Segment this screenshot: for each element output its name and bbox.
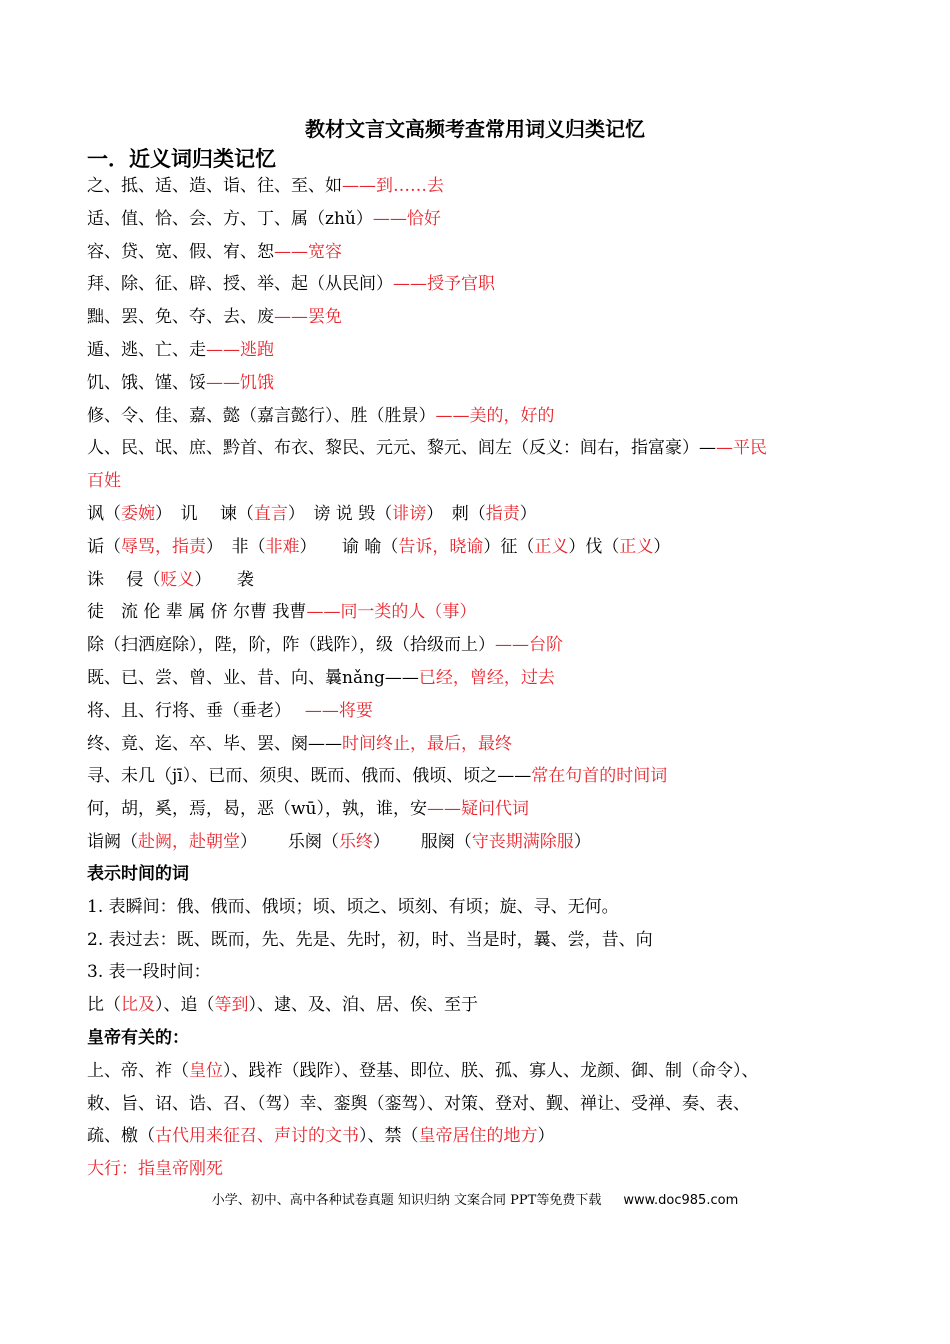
word-text: ）、践祚（践阼）、登基、即位、朕、孤、寡人、龙颜、御、制（命令）、 <box>223 1061 759 1081</box>
text-line <box>87 828 591 856</box>
text-line <box>87 533 670 561</box>
meaning-text: 时间终止，最后，最终 <box>342 733 512 754</box>
word-text: ）、逮、及、洎、居、俟、至于 <box>248 995 478 1016</box>
text-line <box>87 631 563 659</box>
meaning-text: ——罢免 <box>274 307 342 328</box>
word-text: ）、禁（ <box>359 1126 419 1147</box>
word-text: ） 讥 谏（ <box>155 504 254 524</box>
word-text: 3. 表一段时间： <box>87 962 211 983</box>
text-line <box>87 172 444 200</box>
word-text: 2. 表过去：既、既而，先、先是、先时，初，时、当是时，曩、尝，昔、向 <box>87 929 653 950</box>
footer-text: 小学、初中、高中各种试卷真题 知识归纳 文案合同 PPT等免费下载 <box>211 1193 602 1208</box>
word-text: ）、追（ <box>155 995 215 1016</box>
text-line <box>87 730 512 758</box>
word-text: ） 非（ <box>206 536 266 557</box>
word-text: ） 服阕（ <box>372 832 472 852</box>
meaning-text: 正义 <box>619 536 654 557</box>
meaning-text: 直言 <box>253 504 288 524</box>
word-text: ） <box>537 1126 555 1147</box>
meaning-text: 辱骂，指责 <box>121 536 206 557</box>
text-line <box>87 1090 750 1118</box>
text-line <box>87 893 619 921</box>
word-text: 饥、饿、馑、馁 <box>87 372 206 393</box>
word-text: ） 谤 说 毁（ <box>287 504 393 524</box>
text-line <box>87 926 653 954</box>
document-title: 教材文言文高频考查常用词义归类记忆 <box>305 117 645 141</box>
text-line <box>87 991 478 1019</box>
meaning-text: 非难 <box>265 536 300 557</box>
word-text: 疏、檄（ <box>87 1126 155 1147</box>
meaning-text: —平民 <box>716 438 767 459</box>
word-text: 拜、除、征、辟、授、举、起（从民间） <box>87 274 393 295</box>
footer-url: www.doc985.com <box>623 1193 739 1208</box>
word-text: ） 乐阕（ <box>240 832 339 852</box>
meaning-text: ——疑问代词 <box>427 799 529 820</box>
word-text: 讽（ <box>87 504 121 524</box>
word-text: 黜、罢、免、夺、去、废 <box>87 307 274 328</box>
word-text: 上、帝、祚（ <box>87 1061 189 1081</box>
word-text: ）征（ <box>483 536 535 557</box>
text-line <box>87 369 274 397</box>
meaning-text: ——授予官职 <box>393 274 495 295</box>
meaning-text: 指皇帝刚死 <box>138 1159 223 1180</box>
word-text: ） 袭 <box>194 569 254 590</box>
word-text: 诛 侵（ <box>87 569 161 590</box>
word-text: 将、且、行将、垂（垂老） <box>87 700 305 721</box>
meaning-text: 诽谤 <box>392 504 427 524</box>
word-text: 比（ <box>87 995 121 1016</box>
text-line <box>87 795 529 823</box>
text-line <box>87 1057 759 1085</box>
section-heading-synonyms: 一．近义词归类记忆 <box>87 147 276 171</box>
meaning-text: ——到……去 <box>342 176 444 196</box>
word-text: 寻、未几（jī）、已而、须臾、既而、俄而、俄顷、顷之—— <box>87 766 532 787</box>
meaning-text: 乐终 <box>338 832 373 852</box>
text-line <box>87 1155 223 1183</box>
text-line <box>87 270 495 298</box>
meaning-text: 守丧期满除服 <box>471 832 574 852</box>
word-text: 敕、旨、诏、诰、召、（驾）幸、銮舆（銮驾）、对策、登对、觐、禅让、受禅、奏、表、 <box>87 1093 750 1114</box>
text-line <box>87 434 767 462</box>
meaning-text: 已经，曾经，过去 <box>418 668 555 688</box>
word-text: 1. 表瞬间：俄、俄而、俄顷；顷、顷之、顷刻、有顷；旋、寻、无何。 <box>87 897 619 917</box>
word-text: 修、令、佳、嘉、懿（嘉言懿行）、胜（胜景） <box>87 405 436 426</box>
word-text: 诣阙（ <box>87 832 138 852</box>
text-line <box>87 566 254 594</box>
word-text: 终、竟、迄、卒、毕、罢、阕—— <box>87 733 342 754</box>
word-text: 容、贷、宽、假、宥、恕 <box>87 241 274 262</box>
word-text: 遁、逃、亡、走 <box>87 340 206 360</box>
text-line <box>87 205 441 233</box>
meaning-text: 比及 <box>121 995 155 1016</box>
meaning-text: 告诉，晓谕 <box>398 536 484 557</box>
meaning-text: ——将要 <box>304 700 373 721</box>
meaning-text: ——宽容 <box>274 241 342 262</box>
meaning-text: ——饥饿 <box>206 372 274 393</box>
page-footer <box>0 1190 950 1212</box>
word-text: 徒 流 伦 辈 属 侪 尔曹 我曹 <box>87 602 307 623</box>
meaning-text: 指责 <box>485 504 520 524</box>
meaning-text: ——恰好 <box>372 208 441 229</box>
text-line <box>87 336 274 364</box>
text-line <box>87 697 373 725</box>
meaning-text: ——逃跑 <box>206 340 274 360</box>
text-line <box>87 958 211 986</box>
word-text: 何，胡，奚，焉，曷，恶（wū），孰，谁，安 <box>87 799 427 820</box>
word-text: ） <box>573 832 591 852</box>
section-heading-time-words: 表示时间的词 <box>87 864 189 884</box>
meaning-text: ——台阶 <box>495 635 563 656</box>
text-line <box>87 303 342 331</box>
section-heading-emperor: 皇帝有关的： <box>87 1028 189 1048</box>
text-line <box>87 762 667 790</box>
meaning-text: ——美的，好的 <box>435 405 555 426</box>
text-line <box>87 664 555 692</box>
text-line <box>87 402 555 430</box>
word-text: 人、民、氓、庶、黔首、布衣、黎民、元元、黎元、闾左（反义：闾右，指富豪）— <box>87 438 716 459</box>
meaning-text: 皇帝居住的地方 <box>418 1126 538 1147</box>
text-line <box>87 1122 555 1150</box>
meaning-text: 正义 <box>534 536 569 557</box>
meaning-text: 常在句首的时间词 <box>531 766 668 787</box>
word-text: 既、已、尝、曾、业、昔、向、曩nǎng—— <box>87 668 419 688</box>
word-text: ）伐（ <box>568 536 620 557</box>
text-line <box>87 467 121 495</box>
word-text: ） <box>519 504 537 524</box>
meaning-text: ——同一类的人（事） <box>306 602 477 623</box>
word-text: ） 谕 喻（ <box>299 536 399 557</box>
text-line <box>87 238 342 266</box>
word-text: 适、值、恰、会、方、丁、属（zhǔ） <box>87 208 373 229</box>
meaning-text: 皇位 <box>189 1061 223 1081</box>
meaning-text: 贬义 <box>160 569 195 590</box>
meaning-text: 百姓 <box>87 471 121 492</box>
meaning-text: 等到 <box>214 995 249 1016</box>
meaning-text: 赴阙，赴朝堂 <box>138 832 240 852</box>
text-line <box>87 598 476 626</box>
word-text: ） <box>653 536 671 557</box>
meaning-text: 大行： <box>87 1159 138 1180</box>
text-line <box>87 500 537 528</box>
meaning-text: 古代用来征召、声讨的文书 <box>155 1126 359 1147</box>
word-text: 诟（ <box>87 536 121 557</box>
word-text: 除（扫洒庭除），陛，阶，阼（践阼），级（拾级而上） <box>87 635 495 656</box>
word-text: 之、抵、适、造、诣、往、至、如 <box>87 176 342 196</box>
meaning-text: 委婉 <box>121 504 155 524</box>
word-text: ） 刺（ <box>426 504 486 524</box>
